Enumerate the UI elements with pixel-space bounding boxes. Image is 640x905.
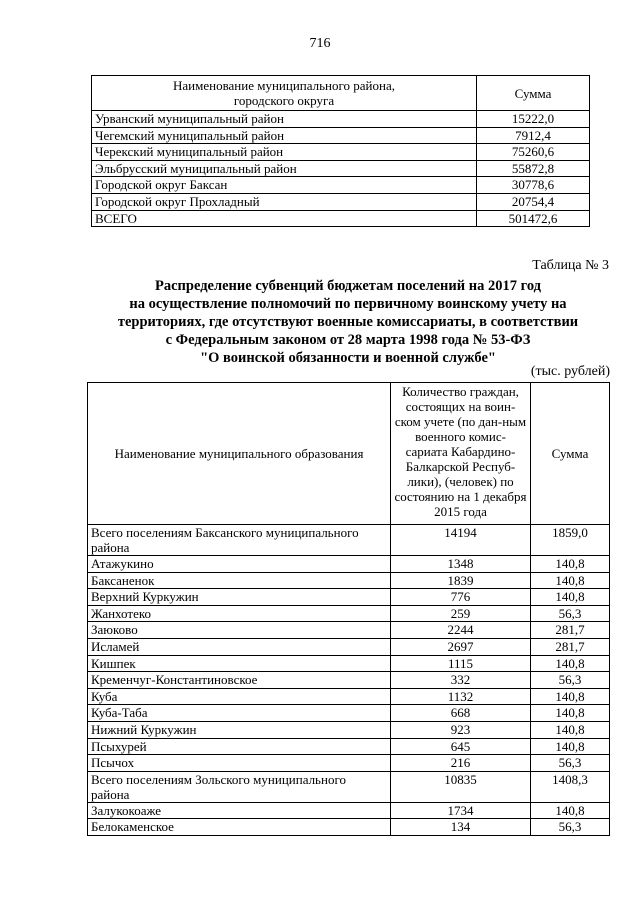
cell-sum: 140,8 (531, 802, 610, 819)
cell-count: 668 (391, 705, 531, 722)
cell-sum: 140,8 (531, 572, 610, 589)
cell-name: Куба-Таба (88, 705, 391, 722)
cell-sum: 501472,6 (477, 210, 590, 227)
header-sum: Сумма (477, 76, 590, 111)
cell-count: 2697 (391, 638, 531, 655)
cell-sum: 30778,6 (477, 177, 590, 194)
table-row (88, 738, 610, 755)
cell-name: Городской округ Баксан (92, 177, 477, 194)
table-row (92, 210, 590, 227)
table-row (88, 572, 610, 589)
cell-sum: 281,7 (531, 638, 610, 655)
table-row (88, 638, 610, 655)
cell-sum: 281,7 (531, 622, 610, 639)
table-row (92, 193, 590, 210)
table-row (92, 177, 590, 194)
cell-name: Баксаненок (88, 572, 391, 589)
cell-sum: 56,3 (531, 755, 610, 772)
cell-sum: 1408,3 (531, 771, 610, 802)
table-row (88, 721, 610, 738)
cell-count: 1115 (391, 655, 531, 672)
table-row (88, 622, 610, 639)
cell-count: 2244 (391, 622, 531, 639)
cell-sum: 140,8 (531, 655, 610, 672)
table-label: Таблица № 3 (532, 258, 609, 273)
cell-name: Белокаменское (88, 819, 391, 836)
cell-sum: 140,8 (531, 705, 610, 722)
cell-sum: 56,3 (531, 605, 610, 622)
cell-name: Всего поселениям Баксанского муниципального района (88, 525, 391, 556)
header-sum: Сумма (531, 383, 610, 525)
table-row (88, 655, 610, 672)
units-label: (тыс. рублей) (530, 364, 610, 379)
table-row (92, 127, 590, 144)
cell-count: 134 (391, 819, 531, 836)
cell-sum: 7912,4 (477, 127, 590, 144)
table-row (92, 160, 590, 177)
cell-count: 1839 (391, 572, 531, 589)
cell-name: Залукокоаже (88, 802, 391, 819)
cell-count: 14194 (391, 525, 531, 556)
cell-name: Чегемский муниципальный район (92, 127, 477, 144)
cell-name: Заюково (88, 622, 391, 639)
cell-name: Нижний Куркужин (88, 721, 391, 738)
table-row (88, 589, 610, 606)
header-name: Наименование муниципального района, городского округа (92, 76, 477, 111)
page-number: 716 (309, 36, 331, 51)
cell-count: 923 (391, 721, 531, 738)
cell-name: Черекский муниципальный район (92, 144, 477, 161)
table-header-row (88, 383, 610, 525)
cell-sum: 140,8 (531, 589, 610, 606)
cell-count: 332 (391, 672, 531, 689)
cell-name: Атажукино (88, 556, 391, 573)
cell-count: 776 (391, 589, 531, 606)
header-name: Наименование муниципального образования (88, 383, 391, 525)
table-row (92, 144, 590, 161)
district-sum-table (91, 75, 590, 227)
header-count: Количество граждан, состоящих на воин-ском учете (по дан-ным военного комис-сариата Кабардино-Балкарской Респуб-лики), (человек) по состоянию на 1 декабря 2015 года (391, 383, 531, 525)
cell-count: 216 (391, 755, 531, 772)
cell-count: 1348 (391, 556, 531, 573)
cell-sum: 140,8 (531, 738, 610, 755)
cell-sum: 140,8 (531, 688, 610, 705)
table-row (88, 525, 610, 556)
table-row (92, 111, 590, 128)
table-row (88, 802, 610, 819)
cell-name: Верхний Куркужин (88, 589, 391, 606)
table-row (88, 688, 610, 705)
cell-count: 1734 (391, 802, 531, 819)
settlement-subvention-table (87, 382, 610, 836)
cell-name: Куба (88, 688, 391, 705)
cell-sum: 20754,4 (477, 193, 590, 210)
cell-sum: 140,8 (531, 556, 610, 573)
table-row (88, 819, 610, 836)
cell-sum: 1859,0 (531, 525, 610, 556)
cell-name: Псычох (88, 755, 391, 772)
table-row (88, 605, 610, 622)
cell-name: Кишпек (88, 655, 391, 672)
table-header-row (92, 76, 590, 111)
title-line: территориях, где отсутствуют военные комиссариаты, в соответствии (117, 314, 579, 330)
table-row (88, 672, 610, 689)
table-row (88, 771, 610, 802)
cell-name: Исламей (88, 638, 391, 655)
table-title (80, 277, 616, 367)
cell-sum: 56,3 (531, 819, 610, 836)
cell-sum: 55872,8 (477, 160, 590, 177)
title-line: "О воинской обязанности и военной службе" (200, 350, 496, 366)
cell-name: Урванский муниципальный район (92, 111, 477, 128)
cell-name: Городской округ Прохладный (92, 193, 477, 210)
cell-sum: 75260,6 (477, 144, 590, 161)
cell-sum: 15222,0 (477, 111, 590, 128)
title-line: Распределение субвенций бюджетам поселений на 2017 год (155, 278, 541, 294)
table-row (88, 705, 610, 722)
cell-count: 10835 (391, 771, 531, 802)
table-row (88, 556, 610, 573)
cell-count: 1132 (391, 688, 531, 705)
cell-name: Кременчуг-Константиновское (88, 672, 391, 689)
cell-count: 259 (391, 605, 531, 622)
cell-count: 645 (391, 738, 531, 755)
cell-name: ВСЕГО (92, 210, 477, 227)
cell-name: Эльбрусский муниципальный район (92, 160, 477, 177)
cell-name: Псыхурей (88, 738, 391, 755)
cell-sum: 140,8 (531, 721, 610, 738)
cell-sum: 56,3 (531, 672, 610, 689)
table-row (88, 755, 610, 772)
title-line: с Федеральным законом от 28 марта 1998 года № 53-ФЗ (165, 332, 531, 348)
title-line: на осуществление полномочий по первичному воинскому учету на (129, 296, 567, 312)
cell-name: Всего поселениям Зольского муниципального района (88, 771, 391, 802)
cell-name: Жанхотеко (88, 605, 391, 622)
